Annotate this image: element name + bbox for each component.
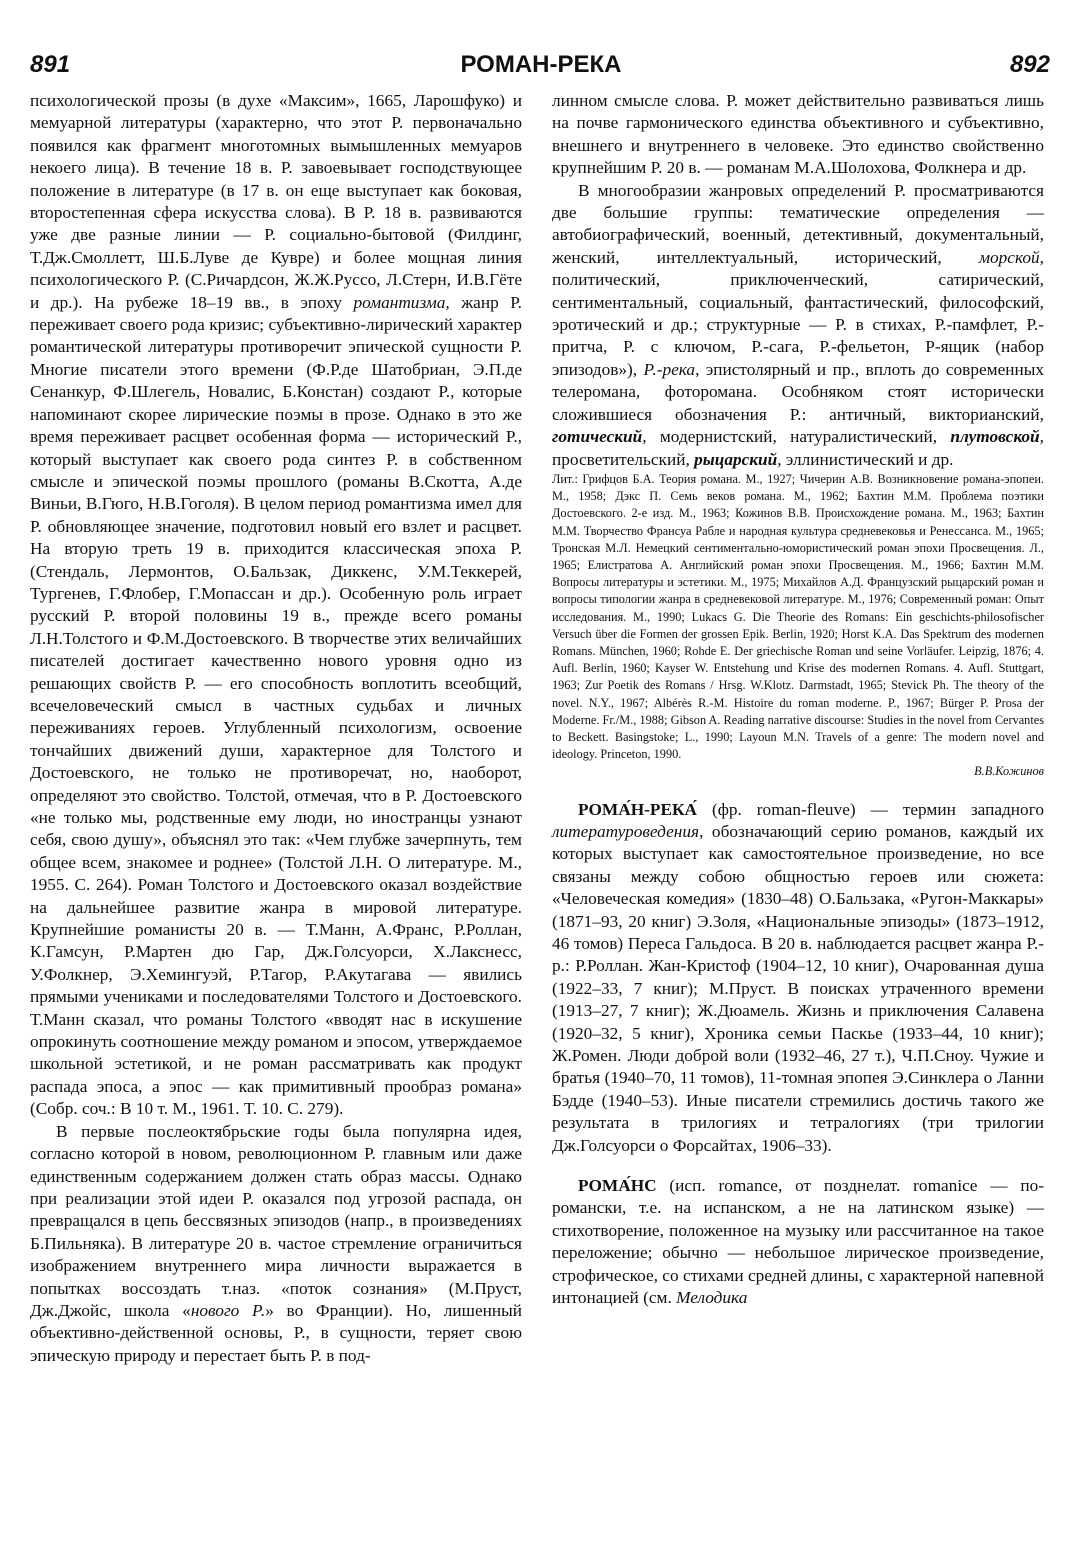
- running-head: РОМАН-РЕКА: [460, 51, 622, 78]
- entry-term: РОМА́НС: [578, 1176, 657, 1196]
- entry-roman-reka: РОМА́Н-РЕКА́ (фр. roman-fleuve) — термин западного литературоведения, обозначающий серию романов, каждый их которых выступает как самостоятельное произведение, но все связаны между собою общностью героев или сюжета: «Человеческая комедия» (1830–48) О.Бальзака, «Ругон-Маккары» (1871–93, 20 книг) Э.Золя, «Национальные эпизоды» (1873–1912, 46 томов) Переса Гальдоса. В 20 в. наблюдается расцвет жанра Р.-р.: Р.Роллан. Жан-Кристоф (1904–12, 10 книг), Очарованная душа (1922–33, 7 книг); М.Пруст. В поисках утраченного времени (1913–27, 7 книг); Ж.Дюамель. Жизнь и приключения Салавена (1920–32, 5 книг), Хроника семьи Паскье (1933–44, 10 книг); Ж.Ромен. Люди доброй воли (1932–46, 27 т.), Ч.П.Сноу. Чужие и братья (1940–70, 11 томов), 11-томная эпопея Э.Синклера о Ланни Бэдде (1940–53). Иные писатели стремились достичь такого же результата в трилогиях и тетралогиях (три трилогии Дж.Голсуорси о Форсайтах, 1906–33).: [552, 799, 1044, 1155]
- article-author: В.В.Кожинов: [974, 764, 1044, 779]
- page-number-left: 891: [30, 51, 71, 78]
- right-column: [552, 90, 1044, 1310]
- page-header: [30, 50, 1052, 90]
- paragraph: В первые послеоктябрьские годы была популярна идея, согласно которой в новом, революционном Р. главным или даже единственным содержанием должен стать образ массы. Однако при реализации этой идеи Р. оказался под угрозой распада, он превращался в цепь бессвязных эпизодов (напр., в произведениях Б.Пильняка). В литературе 20 в. частое стремление ограничиться изображением внутреннего мира личности выражается в попытках воссоздать т.наз. «поток сознания» (М.Пруст, Дж.Джойс, школа «нового Р.» во Франции). Но, лишенный объективно-действенной основы, Р., в сущности, теряет свою эпическую природу и перестает быть Р. в под-: [30, 1121, 523, 1365]
- paragraph: психологической прозы (в духе «Максим», 1665, Ларошфуко) и мемуарной литературы (характерно, что этот Р. первоначально появился как фрагмент многотомных вымышленных мемуаров некоего лица). В течение 18 в. Р. завоевывает господствующее положение в литературе (в 17 в. он еще выступает как боковая, второстепенная сфера искусства слова). В Р. 18 в. развиваются уже две разные линии — Р. социально-бытовой (Филдинг, Т.Дж.Смоллетт, Ш.Б.Луве де Кувре) и более мощная линия психологического Р. (С.Ричардсон, Ж.Ж.Руссо, Л.Стерн, И.В.Гёте и др.). На рубеже 18–19 вв., в эпоху романтизма, жанр Р. переживает своего рода кризис; субъективно-лирический характер романтической литературы противоречит эпической сущности Р. Многие писатели этого времени (Ф.Р.де Шатобриан, Э.П.де Сенанкур, Ф.Шлегель, Новалис, Б.Констан) создают Р., которые напоминают скорее лирические поэмы в прозе. Однако в это же время переживает расцвет особенная форма — исторический Р., который выступает как своего рода синтез Р. в собственном смысле и эпической поэмы прошлого (романы В.Скотта, А.де Виньи, В.Гюго, Н.В.Гоголя). В целом период романтизма имел для Р. обновляющее значение, подготовил новый его взлет и расцвет. На вторую треть 19 в. приходится классическая эпоха Р. (Стендаль, Лермонтов, О.Бальзак, Диккенс, У.М.Теккерей, Тургенев, Г.Флобер, Г.Мопассан и др.). Особенную роль играет русский Р. второй половины 19 в., прежде всего романы Л.Н.Толстого и Ф.М.Достоевского. В творчестве этих величайших писателей достигает качественно нового уровня одно из решающих свойств Р. — его способность воплотить всеобщий, всечеловеческий смысл в частных судьбах и личных переживаниях героев. Углубленный психологизм, освоение тончайших движений души, характерное для Толстого и Достоевского, не только не противоречат, но, наоборот, определяют это свойство. Толстой, отмечая, что в Р. Достоевского «не только мы, родственные ему люди, но иностранцы узнают себя, свою душу», объяснял это так: «Чем глубже зачерпнуть, тем общее всем, знакомее и роднее» (Толстой Л.Н. О литературе. М., 1955. С. 264). Роман Толстого и Достоевского оказал воздействие на дальнейшее развитие жанра в мировой литературе. Крупнейшие романисты 20 в. — Т.Манн, А.Франс, Р.Роллан, К.Гамсун, Р.Мартен дю Гар, Дж.Голсуорси, Х.Лакснесс, У.Фолкнер, Э.Хемингуэй, Р.Тагор, Р.Акутагава — явились прямыми учениками и последователями Толстого и Достоевского. Т.Манн сказал, что романы Толстого «вводят нас в искушение опрокинуть соотношение между романом и эпосом, утверждаемое школьной эстетикой, и не роман рассматривать как продукт распада эпоса, а эпос — как примитивный прообраз романа» (Собр. соч.: В 10 т. М., 1961. Т. 10. С. 279).: [30, 91, 522, 1119]
- entry-term: РОМА́Н-РЕКА́: [578, 799, 697, 819]
- bibliography-author-line: [552, 763, 1044, 780]
- entry-romans: РОМА́НС (исп. romance, от позднелат. romanice — по-романски, т.е. на испанском, а не на латинском языке) — стихотворение, положенное на музыку или рассчитанное на такое переложение; обычно — небольшое лирическое произведение, строфическое, со стихами средней длины, с характерной напевной интонацией (см. Мелодика: [552, 1176, 1044, 1308]
- paragraph: линном смысле слова. Р. может действительно развиваться лишь на почве гармонического единства объективного и субъективно, внешнего и внутреннего в человеке. Это единство свойственно крупнейшим Р. 20 в. — романам М.А.Шолохова, Фолкнера и др.: [552, 91, 1044, 178]
- page-number-right: 892: [1009, 51, 1050, 78]
- dictionary-page: [30, 50, 1052, 1545]
- left-column: [30, 90, 522, 1367]
- bibliography: Лит.: Грифцов Б.А. Теория романа. М., 1927; Чичерин А.В. Возникновение романа-эпопеи. М., 1958; Дэкс П. Семь веков романа. М., 1962; Бахтин М.М. Проблема поэтики Достоевского. 2-е изд. М., 1963; Кожинов В.В. Происхождение романа. М., 1963; Бахтин М.М. Творчество Франсуа Рабле и народная культура средневековья и Ренессанса. М., 1965; Тронская М.Л. Немецкий сентиментально-юмористический роман эпохи Просвещения. Л., 1965; Елистратова А. Английский роман эпохи Просвещения. М., 1966; Бахтин М.М. Вопросы литературы и эстетики. М., 1975; Михайлов А.Д. Французский рыцарский роман и вопросы типологии жанра в средневековой литературе. М., 1976; Современный роман: Опыт исследования. М., 1990; Lukacs G. Die Theorie des Romans: Ein geschichts-philosofischer Versuch über die Formen der grossen Epik. Berlin, 1920; Horst K.A. Das Spektrum des modernen Romans. München, 1960; Rohde E. Der griechische Roman und seine Vorläufer. Leipzig, 1876; 4. Aufl. Berlin, 1960; Kayser W. Entstehung und Krise des modernen Romans. 4. Aufl. Stuttgart, 1963; Zur Poetik des Romans / Hrsg. W.Klotz. Darmstadt, 1965; Stevick Ph. The theory of the novel. N.Y., 1967; Albérès R.-M. Histoire du roman moderne. P., 1967; Bürger P. Prosa der Moderne. Fr./M., 1988; Gibson A. Reading narrative discourse: Studies in the novel from Cervantes to Beckett. Basingstoke; L., 1990; Layoun M.N. Travels of a genre: The modern novel and ideology. Princeton, 1990.: [552, 471, 1044, 762]
- paragraph: В многообразии жанровых определений Р. просматриваются две большие группы: тематические определения — автобиографический, военный, детективный, документальный, женский, интеллектуальный, исторический, морской, политический, приключенческий, сатирический, сентиментальный, социальный, фантастический, философский, эротический и др.; структурные — Р. в стихах, Р.-памфлет, Р.-притча, Р. с ключом, Р.-сага, Р.-фельетон, Р-ящик (набор эпизодов»), Р.-река, эпистолярный и пр., вплоть до современных телеромана, фоторомана. Особняком стоят исторически сложившиеся обозначения Р.: античный, викторианский, готический, модернистский, натуралистический, плутовской, просветительский, рыцарский, эллинистический и др.: [552, 180, 1044, 469]
